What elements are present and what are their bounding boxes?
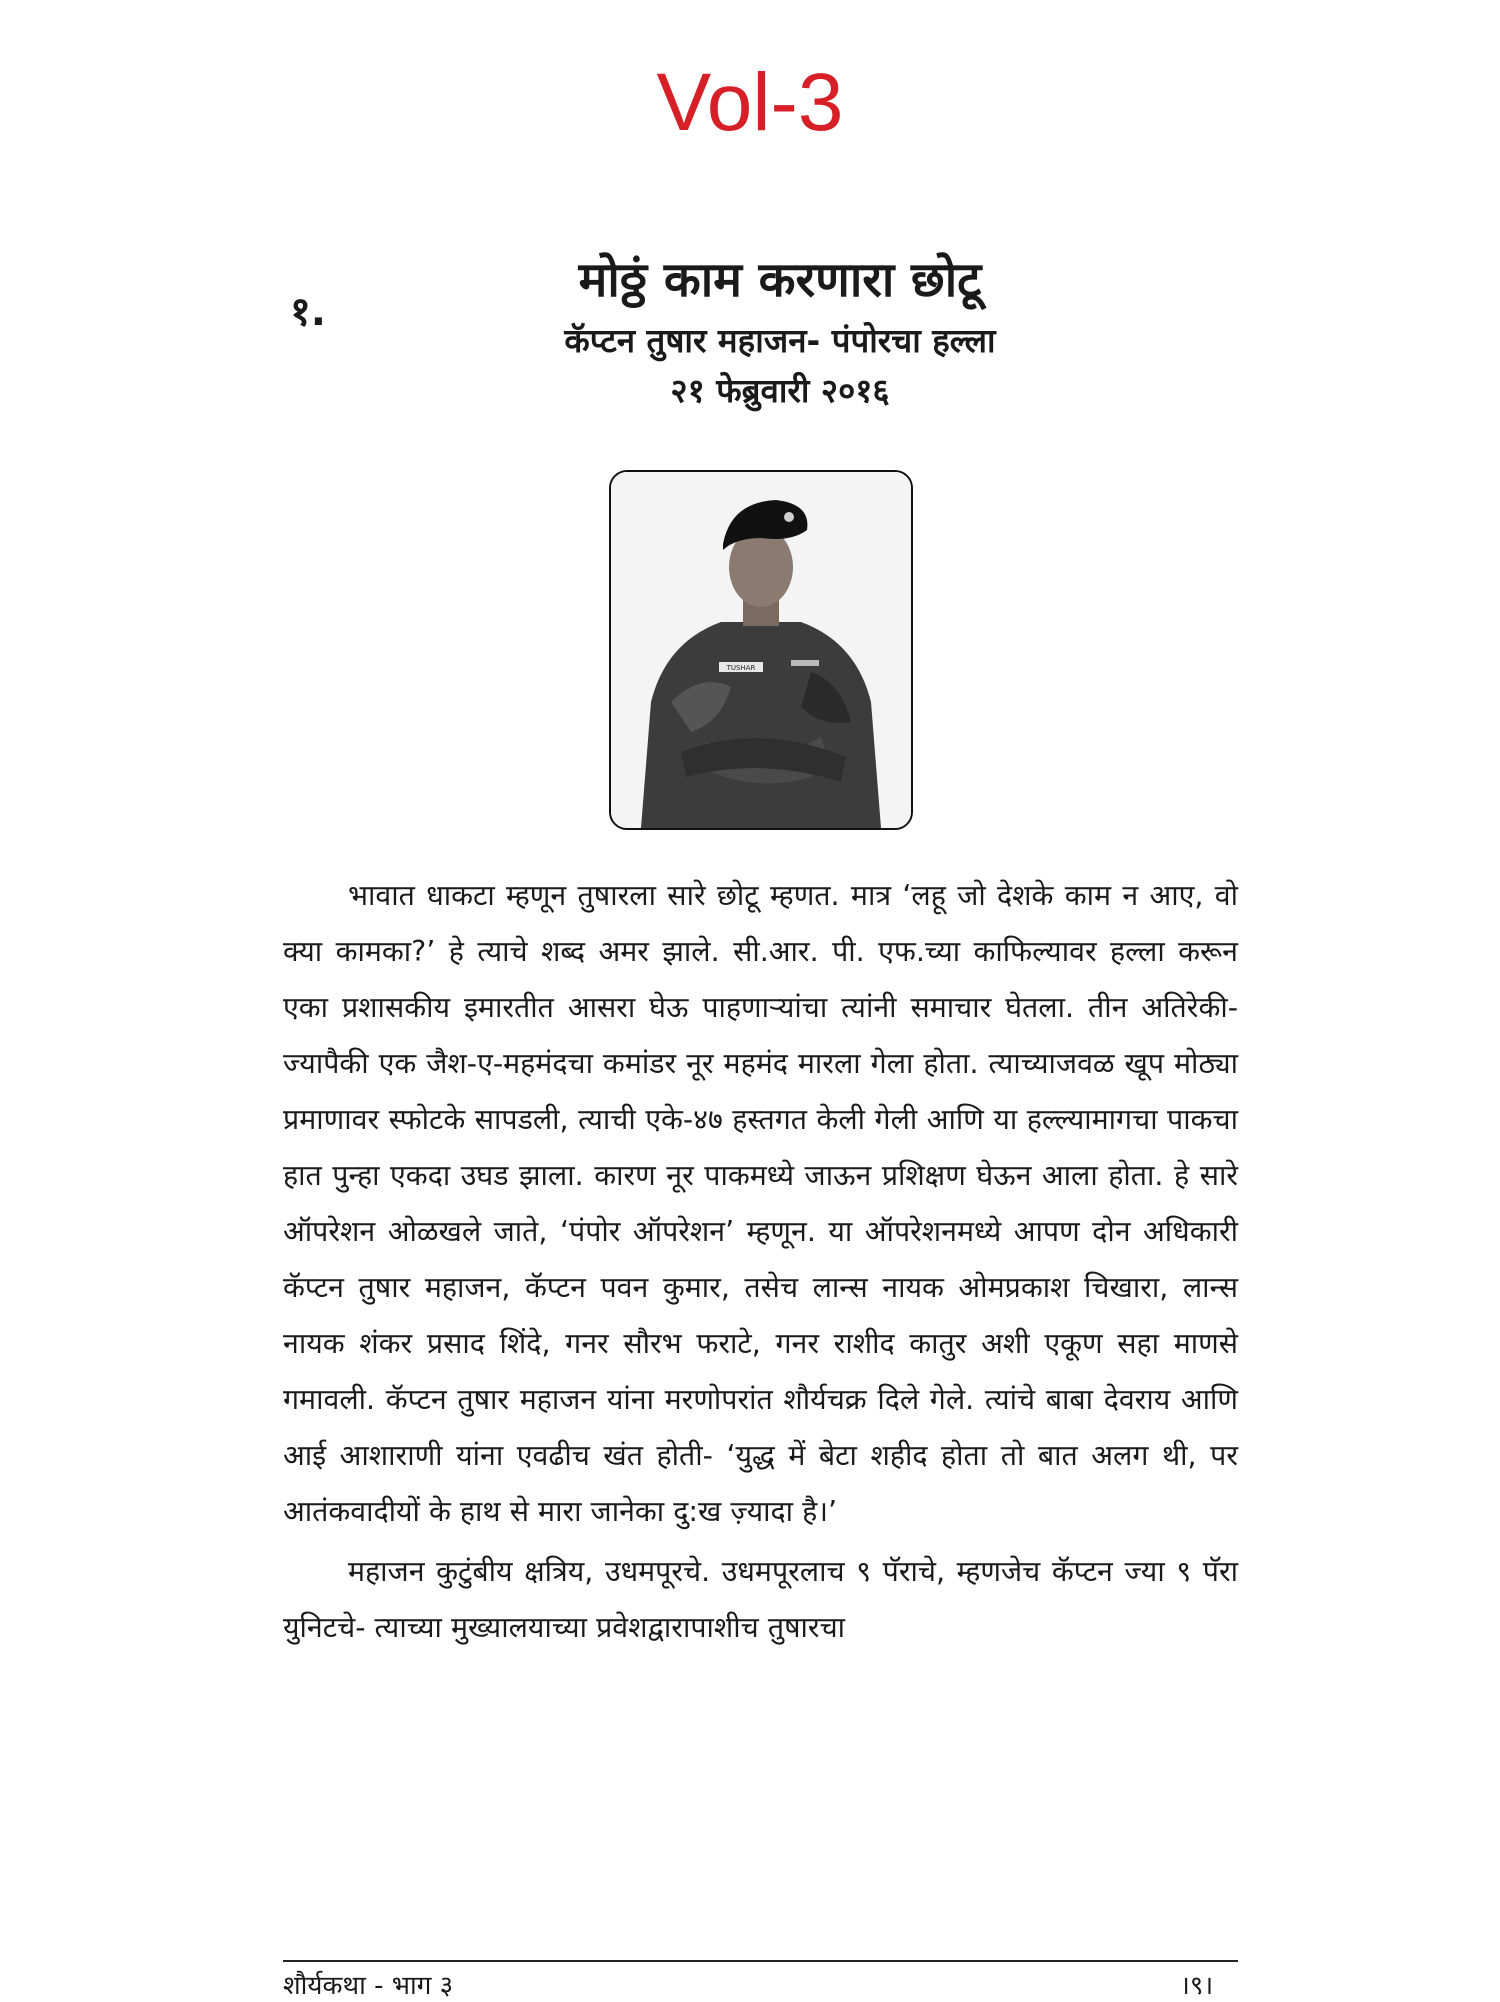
chapter-date: २१ फेब्रुवारी २०१६ <box>670 370 890 410</box>
paragraph: महाजन कुटुंबीय क्षत्रिय, उधमपूरचे. उधमपूरलाच ९ पॅराचे, म्हणजेच कॅप्टन ज्या ९ पॅरा युनिटचे- त्याच्या मुख्यालयाच्या प्रवेशद्वारापाशीच तुषारचा <box>283 1555 1238 1644</box>
soldier-portrait-image <box>611 472 911 828</box>
chapter-heading <box>400 250 1160 415</box>
chapter-number: १. <box>290 289 326 335</box>
article-body <box>283 868 1238 1656</box>
page-number: ।९। <box>1180 1971 1214 2001</box>
soldier-portrait <box>609 470 913 830</box>
paragraph: भावात धाकटा म्हणून तुषारला सारे छोटू म्हणत. मात्र ‘लहू जो देशके काम न आए, वो क्या कामका?’ हे त्याचे शब्द अमर झाले. सी.आर. पी. एफ.च्या काफिल्यावर हल्ला करून एका प्रशासकीय इमारतीत आसरा घेऊ पाहणाऱ्यांचा त्यांनी समाचार घेतला. तीन अतिरेकी- ज्यापैकी एक जैश-ए-महमंदचा कमांडर नूर महमंद मारला गेला होता. त्याच्याजवळ खूप मोठ्या प्रमाणावर स्फोटके सापडली, त्याची एके-४७ हस्तगत केली गेली आणि या हल्ल्यामागचा पाकचा हात पुन्हा एकदा उघड झाला. कारण नूर पाकमध्ये जाऊन प्रशिक्षण घेऊन आला होता. हे सारे ऑपरेशन ओळखले जाते, ‘पंपोर ऑपरेशन’ म्हणून. या ऑपरेशनमध्ये आपण दोन अधिकारी कॅप्टन तुषार महाजन, कॅप्टन पवन कुमार, तसेच लान्स नायक ओमप्रकाश चिखारा, लान्स नायक शंकर प्रसाद शिंदे, गनर सौरभ फराटे, गनर राशीद कातुर अशी एकूण सहा माणसे गमावली. कॅप्टन तुषार महाजन यांना मरणोपरांत शौर्यचक्र दिले गेले. त्यांचे बाबा देवराय आणि आई आशाराणी यांना एवढीच खंत होती- ‘युद्ध में बेटा शहीद होता तो बात अलग थी, पर आतंकवादीयों के हाथ से मारा जानेका दु:ख ज़्यादा है।’ <box>283 879 1238 1528</box>
volume-label: Vol-3 <box>656 57 844 148</box>
chapter-title: मोठ्ठं काम करणारा छोटू <box>578 252 982 308</box>
footer-book-title: शौर्यकथा - भाग ३ <box>283 1971 454 2001</box>
name-tag-text: TUSHAR <box>726 664 756 672</box>
footer-divider <box>283 1960 1238 1962</box>
chapter-subtitle: कॅप्टन तुषार महाजन- पंपोरचा हल्ला <box>564 321 996 360</box>
